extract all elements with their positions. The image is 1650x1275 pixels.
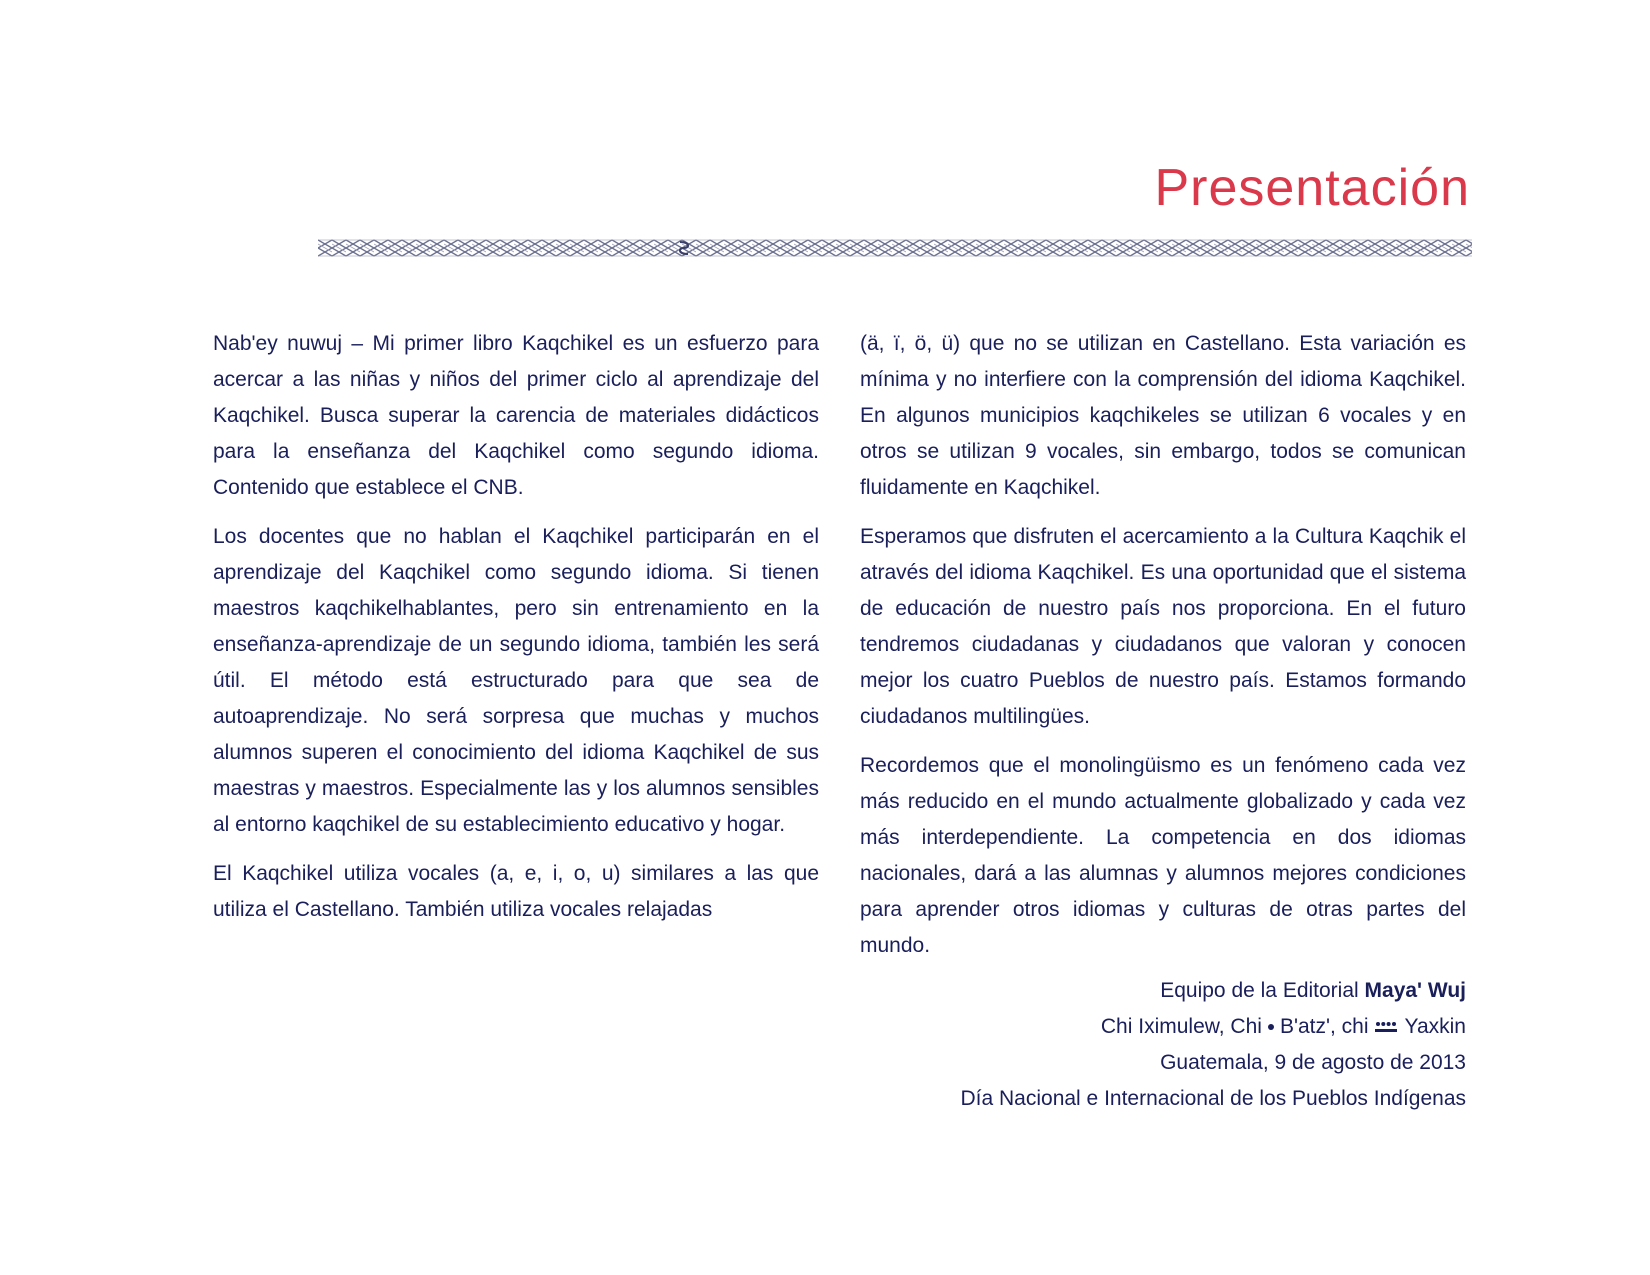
signature-team-line: [860, 973, 1466, 1009]
mayan-date-line: [860, 1009, 1466, 1045]
publisher-name: Maya' Wuj: [1364, 979, 1466, 1002]
paragraph: Nab'ey nuwuj – Mi primer libro Kaqchikel es un esfuerzo para acercar a las niñas y niños del primer ciclo al aprendizaje del Kaqchikel. Busca superar la carencia de materiales didácticos para la enseñanza del Kaqchikel como segundo idioma. Contenido que establece el CNB.: [213, 332, 819, 499]
paragraph: Los docentes que no hablan el Kaqchikel participarán en el aprendizaje del Kaqchikel como segundo idioma. Si tienen maestros kaqchikelhablantes, pero sin entrenamiento en la enseñanza-aprendizaje de un segundo idioma, también les será útil. El método está estructurado para que sea de autoaprendizaje. No será sorpresa que muchas y muchos alumnos superen el conocimiento del idioma Kaqchikel de sus maestras y maestros. Especialmente las y los alumnos sensibles al entorno kaqchikel de su establecimiento educativo y hogar.: [213, 525, 819, 836]
paragraph: (ä, ï, ö, ü) que no se utilizan en Castellano. Esta variación es mínima y no interfiere con la comprensión del idioma Kaqchikel. En algunos municipios kaqchikeles se utilizan 6 vocales y en otros se utilizan 9 vocales, sin embargo, todos se comunican fluidamente en Kaqchikel.: [860, 332, 1466, 499]
page-title: Presentación: [1154, 159, 1470, 217]
paragraph: Recordemos que el monolingüismo es un fenómeno cada vez más reducido en el mundo actualmente globalizado y cada vez más interdependiente. La competencia en dos idiomas nacionales, dará a las alumnas y alumnos mejores condiciones para aprender otros idiomas y culturas de otras partes del mundo.: [860, 754, 1466, 957]
signature-block: [860, 973, 1466, 1117]
place-date-line: Guatemala, 9 de agosto de 2013: [1160, 1051, 1466, 1075]
mayan-date-part1: Chi Iximulew, Chi: [1100, 1015, 1262, 1038]
mayan-numeral-nine-bar-dots-icon: [1375, 1009, 1397, 1045]
mayan-date-part2: B'atz', chi: [1279, 1015, 1369, 1038]
braided-rope-ornament-icon: [318, 236, 1472, 260]
mayan-numeral-one-dot-icon: [1268, 1024, 1274, 1030]
occasion-line: Día Nacional e Internacional de los Pueblos Indígenas: [960, 1087, 1466, 1111]
right-column: [860, 326, 1466, 1117]
left-column: [213, 326, 819, 941]
paragraph: Esperamos que disfruten el acercamiento a la Cultura Kaqchik el através del idioma Kaqchikel. Es una oportunidad que el sistema de educación de nuestro país nos proporciona. En el futuro tendremos ciudadanas y ciudadanos que valoran y conocen mejor los cuatro Pueblos de nuestro país. Estamos formando ciudadanos multilingües.: [860, 525, 1466, 728]
team-prefix: Equipo de la Editorial: [1160, 979, 1359, 1002]
mayan-date-part3: Yaxkin: [1404, 1015, 1466, 1038]
paragraph: El Kaqchikel utiliza vocales (a, e, i, o, u) similares a las que utiliza el Castellano. También utiliza vocales relajadas: [213, 862, 819, 921]
